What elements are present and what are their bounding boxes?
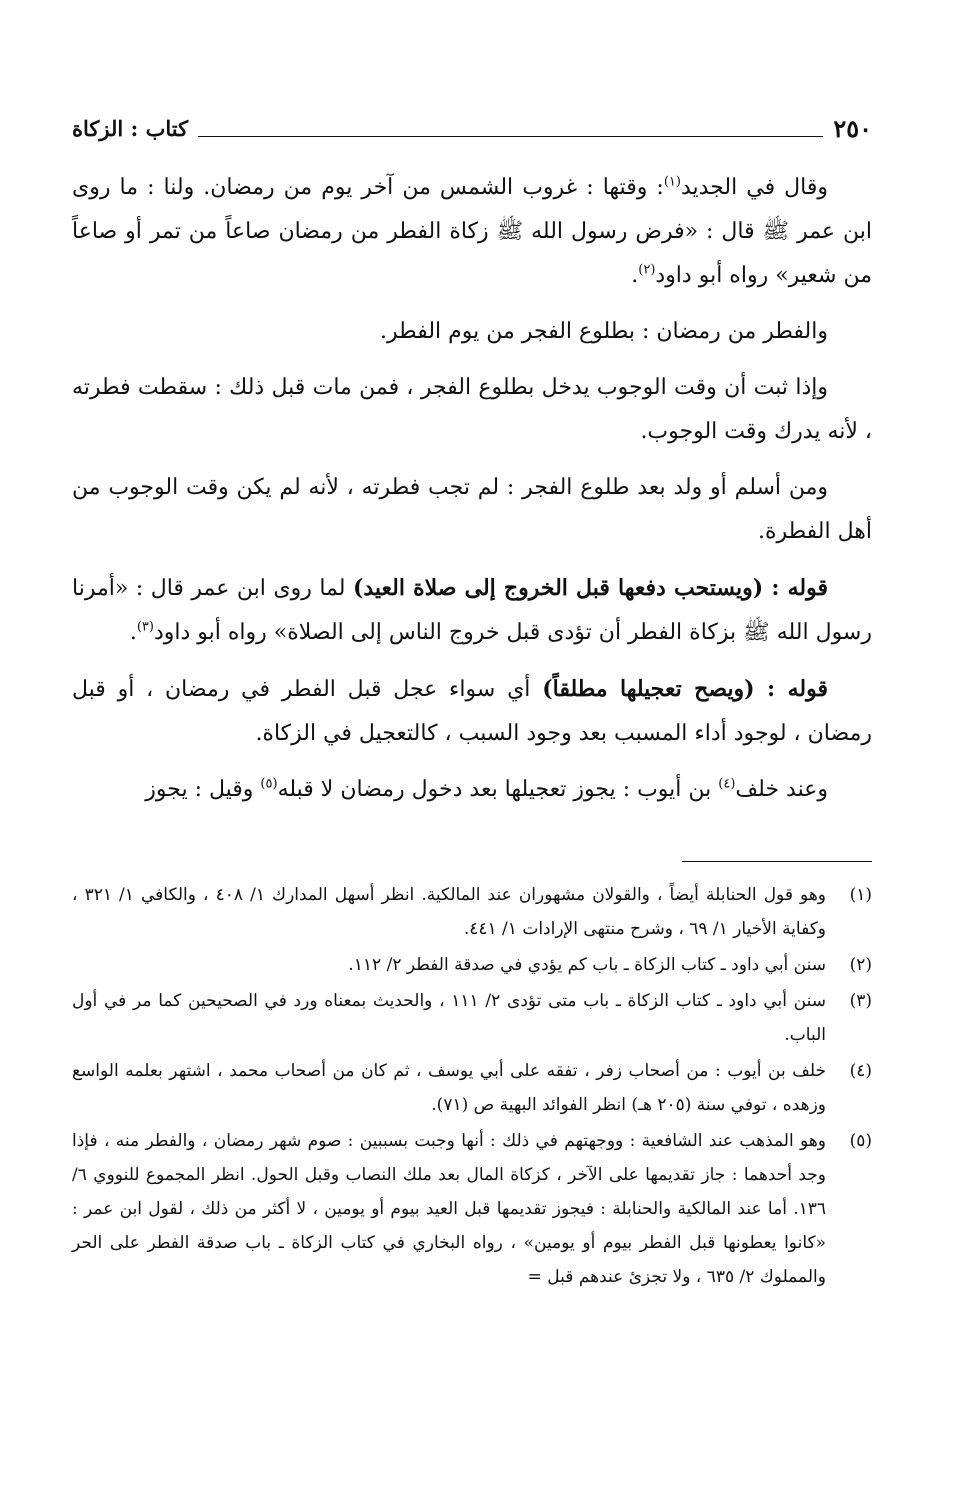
paragraph-7 bbox=[72, 768, 872, 812]
footnote-separator bbox=[682, 861, 872, 862]
paragraph-text: . bbox=[129, 620, 137, 645]
footnote bbox=[72, 984, 872, 1052]
footnote-number: (١) bbox=[849, 885, 872, 905]
paragraph-text: أي سواء عجل قبل الفطر في رمضان ، أو قبل رمضان ، لوجود أداء المسبب بعد وجود السبب ، كالتعجيل في الزكاة. bbox=[72, 677, 872, 746]
footnote-number: (٣) bbox=[849, 991, 872, 1011]
paragraph-text: لما روى ابن عمر قال : «أمرنا رسول الله ﷺ بزكاة الفطر أن تؤدى قبل خروج الناس إلى الصلاة» رواه أبو داود bbox=[72, 576, 872, 645]
footnotes bbox=[72, 878, 872, 1296]
paragraph-text: بن أيوب : يجوز تعجيلها بعد دخول رمضان لا قبله bbox=[277, 777, 719, 802]
paragraph-text: وعند خلف bbox=[735, 777, 828, 802]
running-header bbox=[72, 108, 872, 142]
header-rule bbox=[198, 136, 823, 137]
paragraph-text: : وقتها : غروب الشمس من آخر يوم من رمضان. ولنا : ما روى ابن عمر ﷺ قال : «فرض رسول الله ﷺ زكاة الفطر من رمضان صاعاً من تمر أو صاعاً من شعير» رواه أبو داود bbox=[72, 175, 872, 288]
footnote-ref: (٣) bbox=[136, 619, 154, 635]
footnote-text: وهو قول الحنابلة أيضاً ، والقولان مشهوران عند المالكية. انظر أسهل المدارك ١/ ٤٠٨ ، والكافي ١/ ٣٢١ ، وكفاية الأخيار ١/ ٦٩ ، وشرح منتهى الإرادات ١/ ٤٤١. bbox=[72, 885, 826, 939]
footnote bbox=[72, 878, 872, 946]
bold-heading: قوله : (ويستحب دفعها قبل الخروج إلى صلاة العيد) bbox=[352, 575, 828, 601]
paragraph-3: وإذا ثبت أن وقت الوجوب يدخل بطلوع الفجر ، فمن مات قبل ذلك : سقطت فطرته ، لأنه يدرك وقت الوجوب. bbox=[72, 375, 872, 444]
paragraph-text: . bbox=[631, 263, 639, 288]
footnote bbox=[72, 1124, 872, 1294]
main-text bbox=[72, 166, 872, 824]
footnote-text: وهو المذهب عند الشافعية : ووجهتهم في ذلك : أنها وجبت بسببين : صوم شهر رمضان ، والفطر منه ، فإذا وجد أحدهما : جاز تقديمها على الآخر ، كزكاة المال بعد ملك النصاب وقبل الحول. انظر المجموع للنووي ٦/ ١٣٦. أما عند المالكية والحنابلة : فيجوز تقديمها قبل العيد بيوم أو يومين ، لا أكثر من ذلك ، لقول ابن عمر : «كانوا يعطونها قبل الفطر بيوم أو يومين» ، رواه البخاري في كتاب الزكاة ـ باب صدقة الفطر على الحر والمملوك ٢/ ٦٣٥ ، ولا تجزئ عندهم قبل = bbox=[72, 1131, 826, 1287]
footnote bbox=[72, 1054, 872, 1122]
footnote-number: (٢) bbox=[849, 955, 872, 975]
page-number: ٢٥٠ bbox=[833, 114, 872, 143]
footnote-ref: (٥) bbox=[260, 776, 278, 792]
footnote-ref: (٤) bbox=[718, 776, 736, 792]
footnote-text: خلف بن أيوب : من أصحاب زفر ، تفقه على أبي يوسف ، ثم كان من أصحاب محمد ، اشتهر بعلمه الواسع وزهده ، توفي سنة (٢٠٥ هـ) انظر الفوائد البهية ص (٧١). bbox=[72, 1061, 826, 1115]
paragraph-5 bbox=[72, 566, 872, 655]
footnote bbox=[72, 948, 872, 982]
footnote-text: سنن أبي داود ـ كتاب الزكاة ـ باب متى تؤدى ٢/ ١١١ ، والحديث بمعناه ورد في الصحيحين كما مر في أول الباب. bbox=[72, 991, 826, 1045]
footnote-ref: (١) bbox=[663, 174, 681, 190]
bold-heading: قوله : (ويصح تعجيلها مطلقاً) bbox=[542, 676, 828, 702]
book-title: كتاب : الزكاة bbox=[72, 116, 189, 141]
paragraph-text: وقيل : يجوز bbox=[145, 777, 261, 802]
footnote-number: (٤) bbox=[849, 1061, 872, 1081]
footnote-text: سنن أبي داود ـ كتاب الزكاة ـ باب كم يؤدي في صدقة الفطر ٢/ ١١٢. bbox=[348, 955, 826, 975]
paragraph-4: ومن أسلم أو ولد بعد طلوع الفجر : لم تجب فطرته ، لأنه لم يكن وقت الوجوب من أهل الفطرة. bbox=[72, 475, 872, 544]
paragraph-1 bbox=[72, 166, 872, 298]
paragraph-text: وقال في الجديد bbox=[680, 175, 828, 200]
footnote-ref: (٢) bbox=[638, 262, 656, 278]
paragraph-6 bbox=[72, 667, 872, 756]
paragraph-2: والفطر من رمضان : بطلوع الفجر من يوم الفطر. bbox=[380, 319, 828, 344]
footnote-number: (٥) bbox=[849, 1131, 872, 1151]
